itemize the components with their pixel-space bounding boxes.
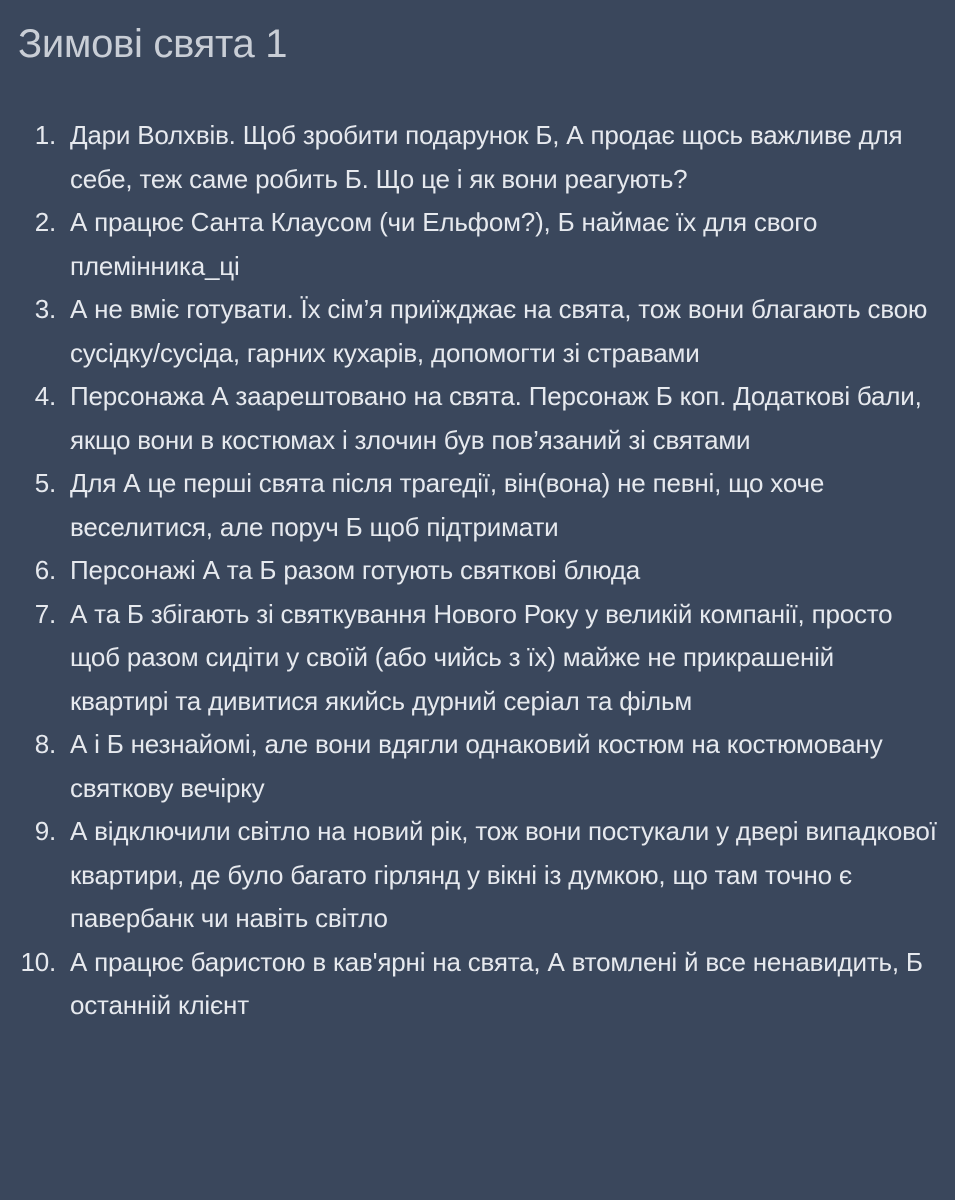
list-item xyxy=(0,462,955,549)
list-item xyxy=(0,375,955,462)
list-item-number: 9. xyxy=(34,816,56,846)
list-item-text: А відключили світло на новий рік, тож вони постукали у двері випадкової квартири, де було багато гірлянд у вікні із думкою, що там точно є павербанк чи навіть світло xyxy=(70,816,937,933)
list-item-number: 3. xyxy=(34,294,56,324)
list-item xyxy=(0,941,955,1028)
list-item xyxy=(0,593,955,724)
list-item xyxy=(0,201,955,288)
list-item-number: 10. xyxy=(20,946,56,977)
list-item-text: Персонажа А заарештовано на свята. Персонаж Б коп. Додаткові бали, якщо вони в костюмах і злочин був пов’язаний зі святами xyxy=(70,381,922,455)
prompt-list xyxy=(0,114,955,1028)
list-item-text: А і Б незнайомі, але вони вдягли однаковий костюм на костюмовану святкову вечірку xyxy=(70,729,883,803)
list-item-number: 4. xyxy=(34,381,56,411)
list-item-text: Дари Волхвів. Щоб зробити подарунок Б, А продає щось важливе для себе, теж саме робить Б. Що це і як вони реагують? xyxy=(70,120,903,194)
list-item-number: 7. xyxy=(34,598,56,629)
list-item-number: 8. xyxy=(34,729,56,759)
list-item xyxy=(0,723,955,810)
list-item-number: 6. xyxy=(34,555,56,585)
list-item xyxy=(0,288,955,375)
list-item-text: А не вміє готувати. Їх сім’я приїжджає на свята, тож вони благають свою сусідку/сусіда, гарних кухарів, допомогти зі стравами xyxy=(70,294,928,368)
list-item-text: Персонажі А та Б разом готують святкові блюда xyxy=(70,555,641,585)
list-item xyxy=(0,114,955,201)
page-title: Зимові свята 1 xyxy=(18,22,288,66)
list-item-number: 2. xyxy=(34,207,56,237)
list-item-text: А працює баристою в кав'ярні на свята, А втомлені й все ненавидить, Б останній клієнт xyxy=(70,946,923,1020)
list-item-text: Для А це перші свята після трагедії, він(вона) не певні, що хоче веселитися, але поруч Б щоб підтримати xyxy=(70,468,825,542)
list-item-text: А та Б збігають зі святкування Нового Року у великій компанії, просто щоб разом сидіти у своїй (або чийсь з їх) майже не прикрашеній квартирі та дивитися якийсь дурний серіал та фільм xyxy=(70,598,893,716)
list-item-number: 1. xyxy=(34,120,56,150)
list-item xyxy=(0,549,955,593)
list-item xyxy=(0,810,955,941)
list-item-text: А працює Санта Клаусом (чи Ельфом?), Б наймає їх для свого племінника_ці xyxy=(70,207,818,281)
list-item-number: 5. xyxy=(34,468,56,498)
